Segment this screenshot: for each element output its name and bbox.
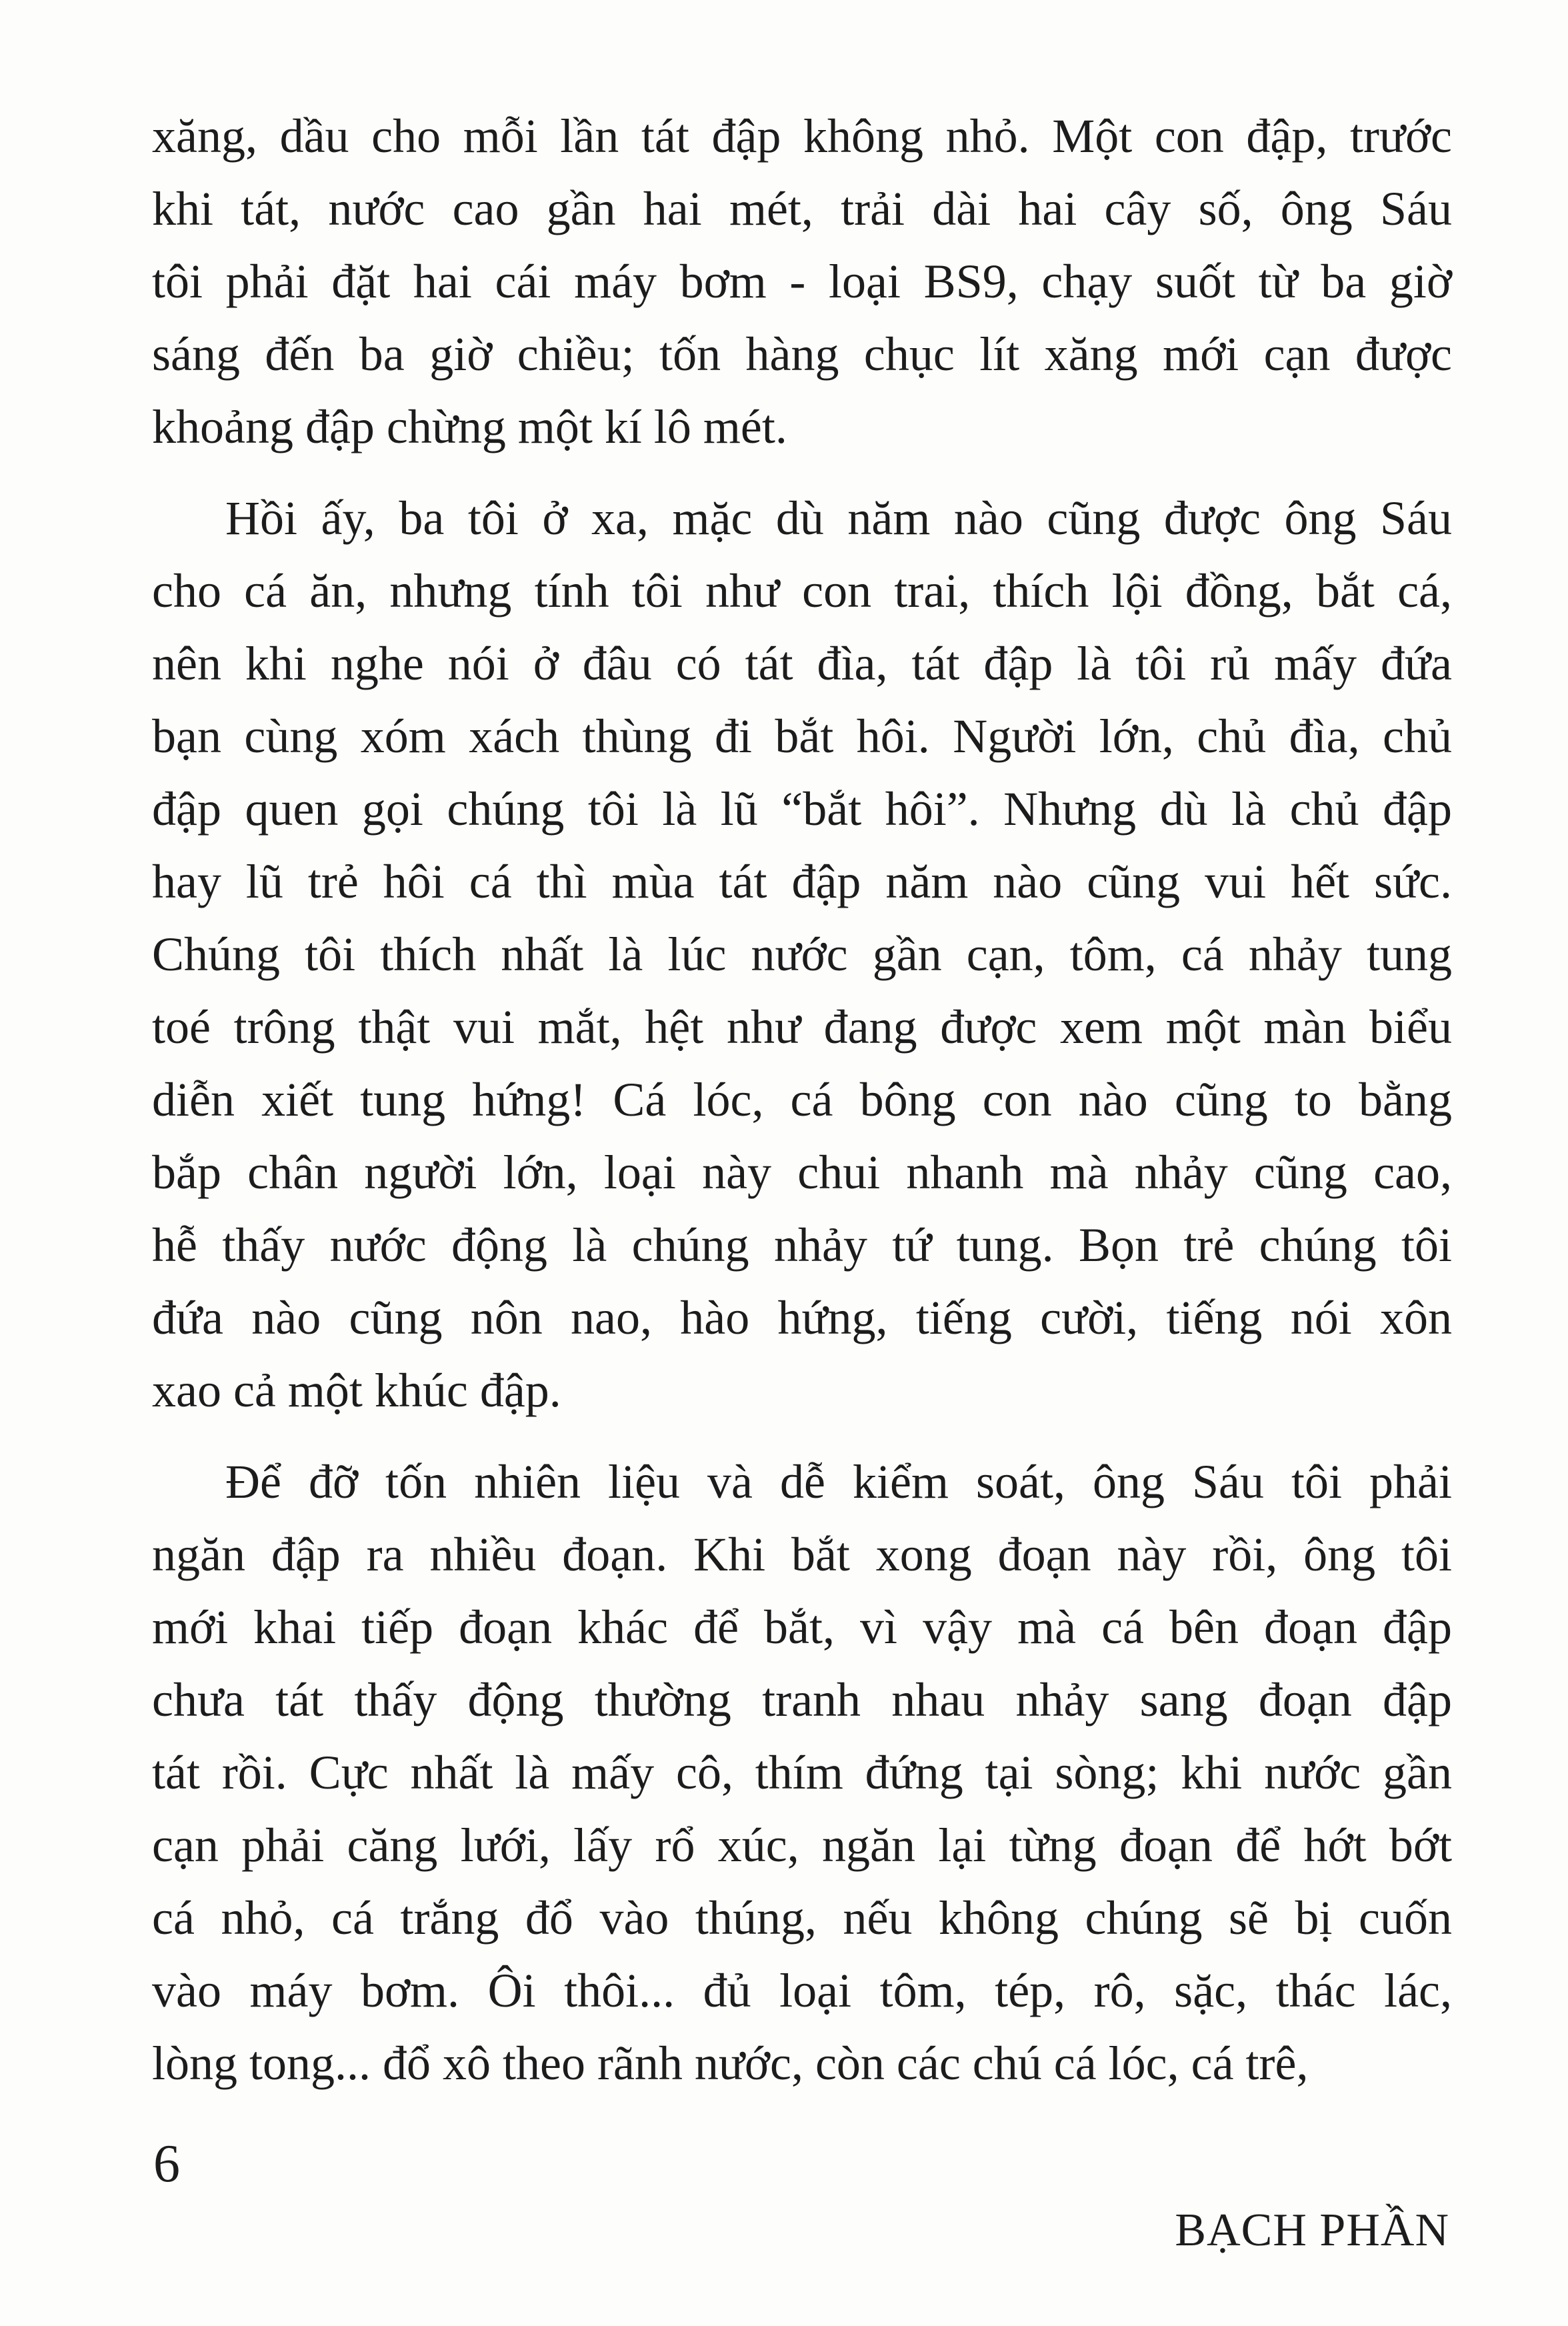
text-line: cho cá ăn, nhưng tính tôi như con trai, thích lội đồng, bắt cá, bbox=[152, 564, 1452, 618]
text-line: cá nhỏ, cá trắng đổ vào thúng, nếu không chúng sẽ bị cuốn bbox=[152, 1891, 1452, 1945]
text-line: Để đỡ tốn nhiên liệu và dễ kiểm soát, ông Sáu tôi phải bbox=[225, 1455, 1452, 1508]
text-line: sáng đến ba giờ chiều; tốn hàng chục lít xăng mới cạn được bbox=[152, 327, 1452, 381]
text-line: cạn phải căng lưới, lấy rổ xúc, ngăn lại từng đoạn để hớt bớt bbox=[152, 1819, 1452, 1872]
text-line: nên khi nghe nói ở đâu có tát đìa, tát đập là tôi rủ mấy đứa bbox=[152, 637, 1452, 690]
text-line: diễn xiết tung hứng! Cá lóc, cá bông con nào cũng to bằng bbox=[152, 1073, 1452, 1126]
text-line: xăng, dầu cho mỗi lần tát đập không nhỏ. Một con đập, trước bbox=[152, 109, 1452, 163]
text-line: mới khai tiếp đoạn khác để bắt, vì vậy mà cá bên đoạn đập bbox=[152, 1600, 1452, 1654]
text-line: bắp chân người lớn, loại này chui nhanh mà nhảy cũng cao, bbox=[152, 1146, 1452, 1199]
text-line: xao cả một khúc đập. bbox=[152, 1364, 561, 1417]
text-line: tôi phải đặt hai cái máy bơm - loại BS9, chạy suốt từ ba giờ bbox=[152, 255, 1452, 308]
paragraph bbox=[152, 482, 1452, 1427]
text-line: đập quen gọi chúng tôi là lũ “bắt hôi”. Nhưng dù là chủ đập bbox=[152, 782, 1452, 836]
author-footer: BẠCH PHẦN bbox=[1175, 2205, 1449, 2256]
page-number: 6 bbox=[153, 2135, 180, 2193]
text-line: toé trông thật vui mắt, hệt như đang được xem một màn biểu bbox=[152, 1000, 1452, 1054]
text-line: khoảng đập chừng một kí lô mét. bbox=[152, 400, 787, 453]
paragraph bbox=[152, 100, 1452, 463]
text-line: vào máy bơm. Ôi thôi... đủ loại tôm, tép, rô, sặc, thác lác, bbox=[152, 1964, 1452, 2017]
text-line: tát rồi. Cực nhất là mấy cô, thím đứng tại sòng; khi nước gần bbox=[152, 1746, 1452, 1799]
body-text bbox=[152, 100, 1452, 2100]
text-line: ngăn đập ra nhiều đoạn. Khi bắt xong đoạn này rồi, ông tôi bbox=[152, 1528, 1452, 1581]
text-line: bạn cùng xóm xách thùng đi bắt hôi. Người lớn, chủ đìa, chủ bbox=[152, 710, 1452, 763]
text-line: lòng tong... đổ xô theo rãnh nước, còn các chú cá lóc, cá trê, bbox=[152, 2037, 1309, 2090]
text-line: khi tát, nước cao gần hai mét, trải dài hai cây số, ông Sáu bbox=[152, 182, 1452, 235]
text-line: Chúng tôi thích nhất là lúc nước gần cạn, tôm, cá nhảy tung bbox=[152, 928, 1452, 981]
text-line: Hồi ấy, ba tôi ở xa, mặc dù năm nào cũng được ông Sáu bbox=[225, 491, 1452, 545]
text-line: hay lũ trẻ hôi cá thì mùa tát đập năm nào cũng vui hết sức. bbox=[152, 855, 1452, 908]
paragraph bbox=[152, 1446, 1452, 2100]
text-line: chưa tát thấy động thường tranh nhau nhảy sang đoạn đập bbox=[152, 1673, 1452, 1726]
text-line: đứa nào cũng nôn nao, hào hứng, tiếng cười, tiếng nói xôn bbox=[152, 1291, 1452, 1344]
text-line: hễ thấy nước động là chúng nhảy tứ tung. Bọn trẻ chúng tôi bbox=[152, 1218, 1452, 1272]
